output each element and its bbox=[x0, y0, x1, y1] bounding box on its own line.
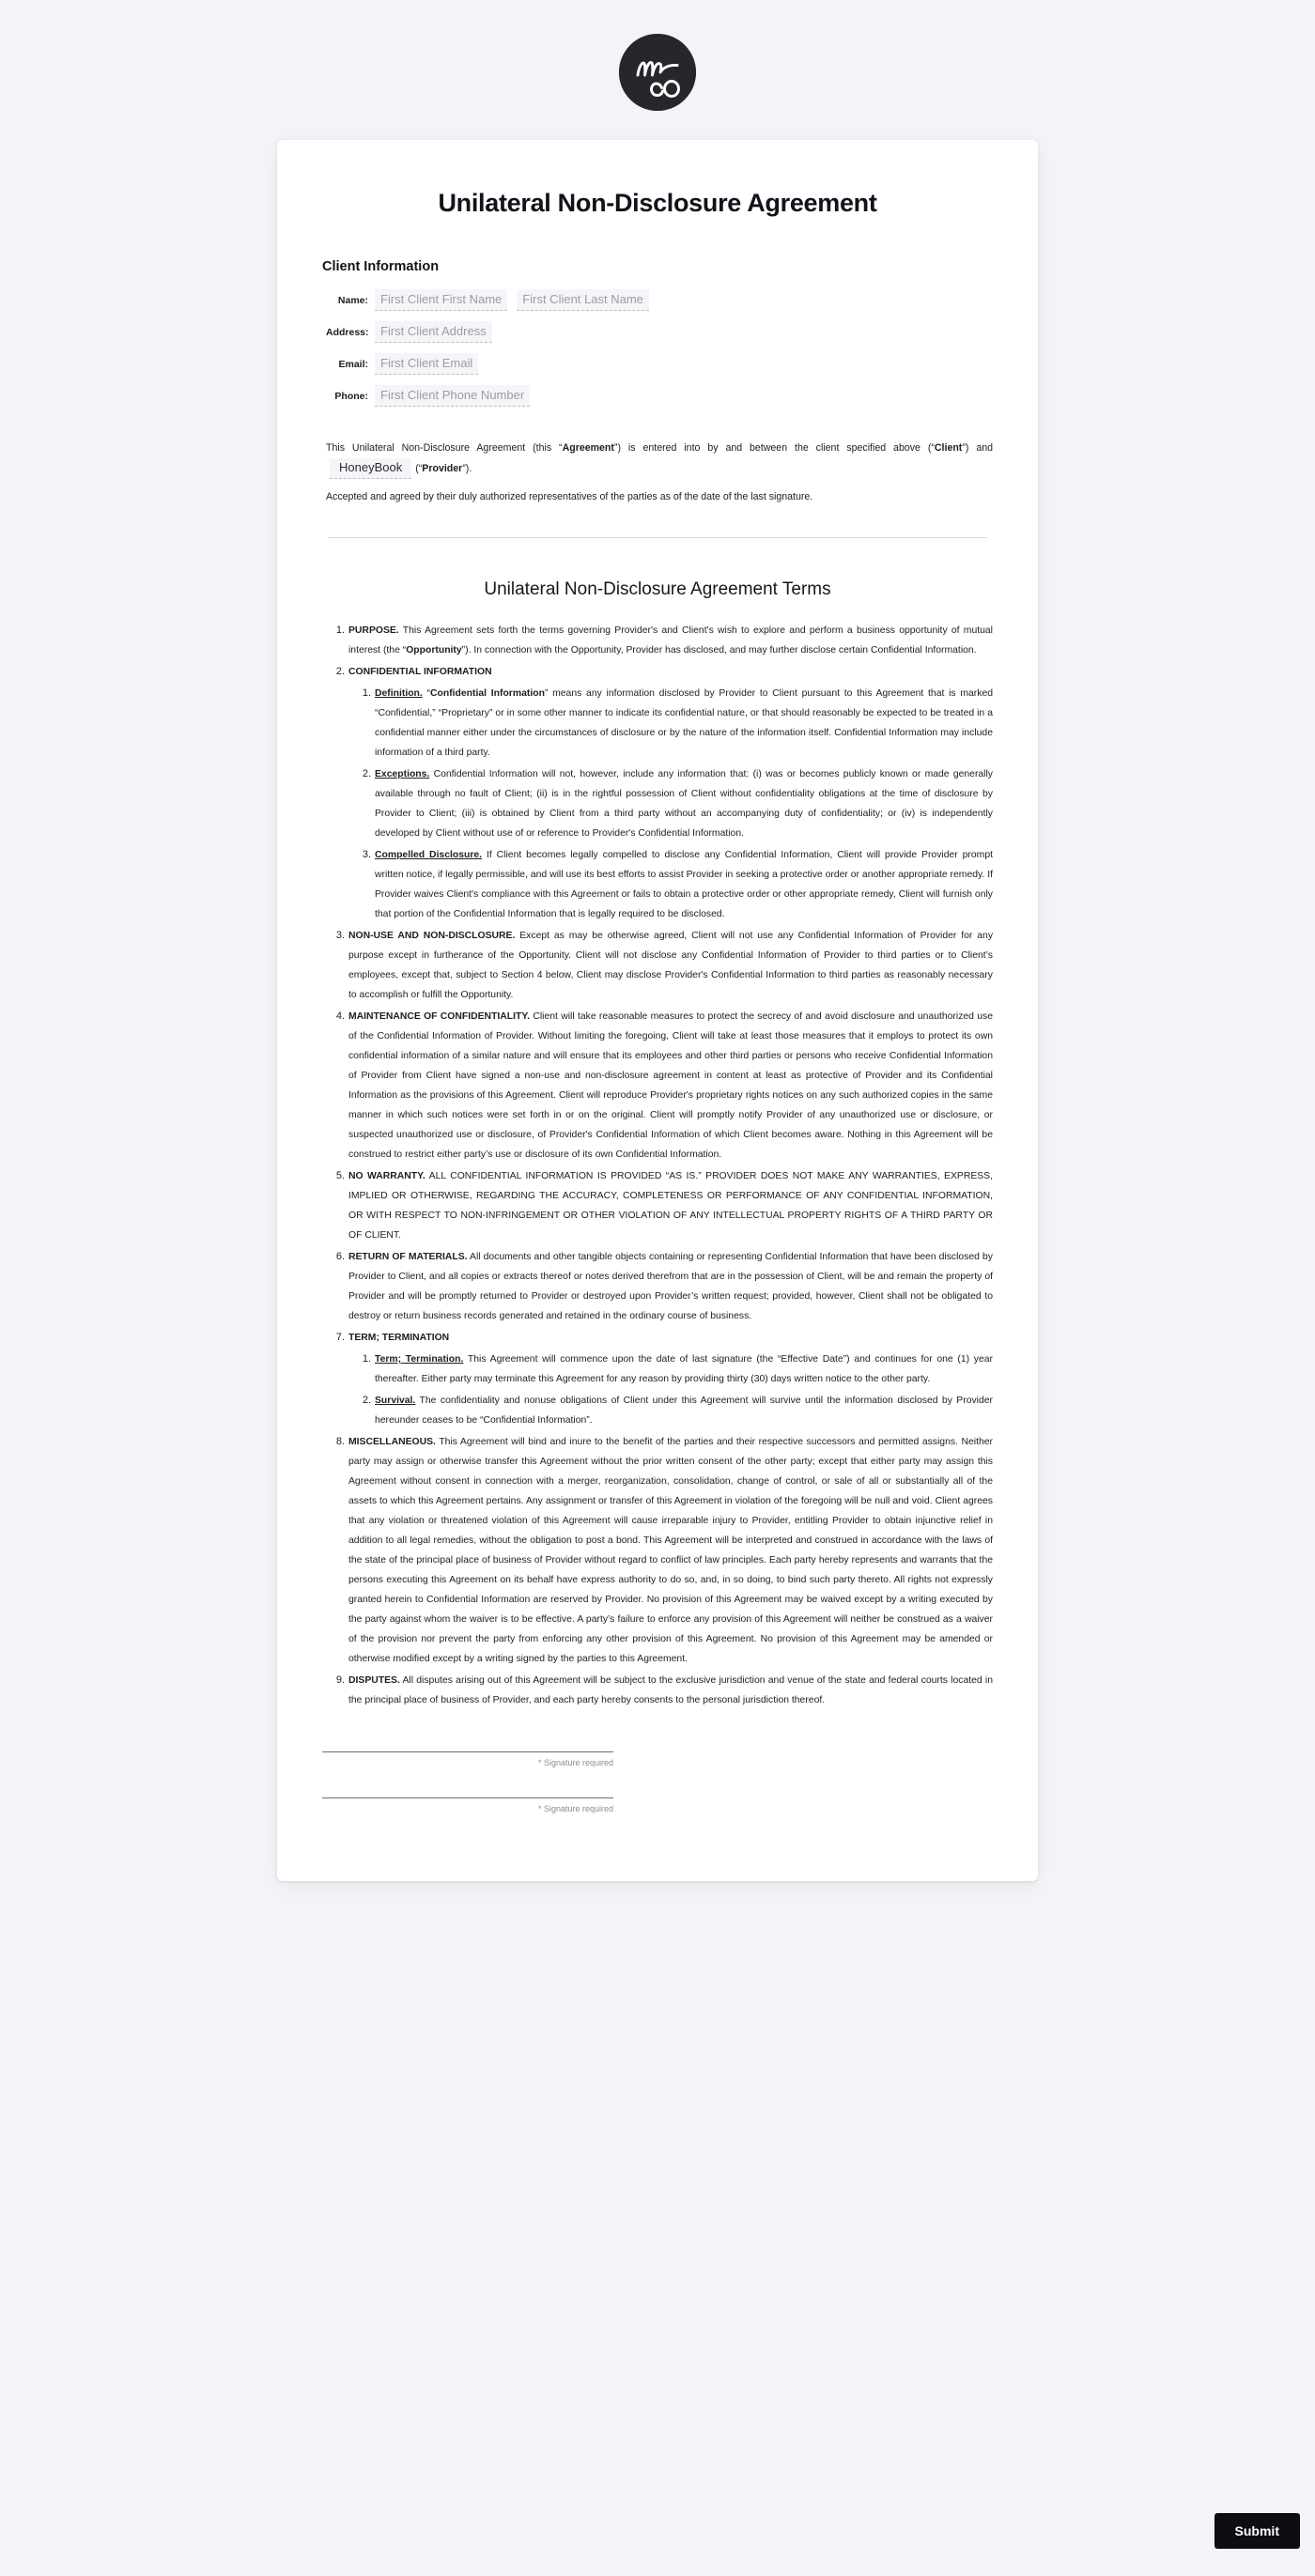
intro-text-2: ”) is entered into by and between the client specified above (“ bbox=[613, 442, 935, 454]
term-item-confidential-information bbox=[348, 662, 993, 924]
term-body-a: This Agreement will bind and inure to the benefit of the parties and their respective successors and permitted assigns. Neither party may assign or otherwise transfer this Agreement without the prior written consent of the other party; except that either party may assign this Agreement without consent in connection with a merger, reorganization, consolidation, change of control, or sale of all or substantially all of the assets to which this Agreement pertains. Any assignment or transfer of this Agreement in violation of the foregoing will be null and void. Client agrees that any violation or threatened violation of this Agreement will cause irreparable injury to Provider, entitling Provider to obtain injunctive relief in addition to all legal remedies, without the obligation to post a bond. This Agreement will be interpreted and construed in accordance with the laws of the state of the principal place of business of Provider without regard to conflict of law principles. Each party hereby represents and warrants that the persons executing this Agreement on its behalf have express authority to do so, and, in so doing, to bind such party thereto. All rights not expressly granted herein to Confidential Information are reserved by Provider. No provision of this Agreement may be waived except by a writing executed by the party against whom the waiver is to be effective. A party’s failure to enforce any provision of this Agreement will neither be construed as a waiver of the provision nor prevent the party from enforcing any other provision of this Agreement. No provision of this Agreement may be amended or otherwise modified except by a writing signed by the parties to this Agreement. bbox=[348, 1437, 993, 1664]
term-item-no-warranty bbox=[348, 1166, 993, 1245]
term-body-b: ”). In connection with the Opportunity, Provider has disclosed, and may further disclose certain Confidential Information. bbox=[461, 645, 977, 656]
term-head: MISCELLANEOUS. bbox=[348, 1437, 436, 1447]
document-card bbox=[277, 140, 1038, 1881]
term-head: NON-USE AND NON-DISCLOSURE. bbox=[348, 931, 516, 941]
subterm-body-b: ” means any information disclosed by Provider to Client pursuant to this Agreement that is marked “Confidential,” “Proprietary” or in some other manner to indicate its confidential nature, or that should reasonably be expected to be treated in a confidential manner either under the circumstances of disclosure or by the nature of the information itself. Confidential Information may include information of a third party. bbox=[375, 688, 993, 758]
intro-text-5: ”). bbox=[462, 463, 472, 474]
provider-name-input[interactable]: HoneyBook bbox=[330, 458, 411, 479]
last-name-input[interactable]: First Client Last Name bbox=[517, 289, 649, 311]
page-title: Unilateral Non-Disclosure Agreement bbox=[438, 189, 877, 217]
first-name-input[interactable]: First Client First Name bbox=[375, 289, 507, 311]
term-body-a: This Agreement sets forth the terms governing Provider's and Client's wish to explore and perform a business opportunity of mutual interest (the “ bbox=[348, 625, 993, 656]
intro-provider-term: Provider bbox=[422, 463, 463, 474]
term-head: CONFIDENTIAL INFORMATION bbox=[348, 667, 492, 677]
field-row-address bbox=[326, 321, 993, 343]
brand-header bbox=[0, 0, 1315, 111]
term-body-a: Client will take reasonable measures to protect the secrecy of and avoid disclosure and unauthorized use of the Confidential Information of Provider. Without limiting the foregoing, Client will take at least those measures that it employs to protect its own confidential information of a similar nature and will ensure that its employees and other third parties or persons who receive Confidential Information of Provider from Client have signed a non-use and non-disclosure agreement in content at least as protective of Provider and its Confidential Information as the provisions of this Agreement. Client will reproduce Provider's proprietary rights notices on any such authorized copies in the same manner in which such notices were set forth in or on the original. Client will promptly notify Provider of any unauthorized use or disclosure, or suspected unauthorized use or disclosure, of Provider's Confidential Information of which Client becomes aware. Nothing in this Agreement will be construed to restrict either party’s use or disclosure of its own Confidential Information. bbox=[348, 1011, 993, 1160]
subterm-emphasis: Confidential Information bbox=[430, 688, 545, 699]
signature-required-note: * Signature required bbox=[537, 1804, 613, 1813]
intro-text-1: This Unilateral Non-Disclosure Agreement (this “ bbox=[326, 442, 563, 454]
term-item-disputes bbox=[348, 1671, 993, 1710]
subterm-body-a: “ bbox=[422, 688, 430, 699]
intro-paragraphs bbox=[326, 439, 993, 507]
field-label-address: Address: bbox=[326, 327, 369, 338]
intro-text-4: (“ bbox=[415, 463, 423, 474]
term-subitem-survival bbox=[375, 1391, 993, 1430]
logo-monogram-icon bbox=[619, 34, 696, 111]
intro-text-3: ”) and bbox=[962, 442, 993, 454]
term-body-a: ALL CONFIDENTIAL INFORMATION IS PROVIDED “AS IS.” PROVIDER DOES NOT MAKE ANY WARRANTIES, EXPRESS, IMPLIED OR OTHERWISE, REGARDING THE ACCURACY, COMPLETENESS OR PERFORMANCE OF ANY CONFIDENTIAL INFORMATION, OR WITH RESPECT TO NON-INFRINGEMENT OR OTHER VIOLATION OF ANY INTELLECTUAL PROPERTY RIGHTS OF A THIRD PARTY OR OF CLIENT. bbox=[348, 1171, 993, 1241]
term-head: PURPOSE. bbox=[348, 625, 399, 636]
email-input[interactable]: First Client Email bbox=[375, 353, 478, 375]
intro-agreement-term: Agreement bbox=[562, 442, 614, 454]
term-item-non-use-and-non-disclosure bbox=[348, 926, 993, 1005]
subterm-head: Term; Termination. bbox=[375, 1354, 464, 1365]
term-body-a: All disputes arising out of this Agreement will be subject to the exclusive jurisdiction and venue of the state and federal courts located in the principal place of business of Provider, and each party hereby consents to the personal jurisdiction thereof. bbox=[348, 1675, 993, 1705]
term-item-purpose bbox=[348, 621, 993, 660]
client-information-fields bbox=[326, 289, 993, 407]
subterm-head: Compelled Disclosure. bbox=[375, 850, 483, 860]
intro-agreement-paragraph bbox=[326, 439, 993, 479]
client-information-heading: Client Information bbox=[322, 259, 440, 274]
term-subitem-definition bbox=[375, 684, 993, 763]
signature-block bbox=[322, 1751, 993, 1813]
term-body-a: All documents and other tangible objects containing or representing Confidential Information that have been disclosed by Provider to Client, and all copies or extracts thereof or notes derived therefrom that are in the possession of Client, will be and remain the property of Provider and will be promptly returned to Provider or destroyed upon Provider’s written request; provided, however, Client shall not be obligated to destroy or return business records generated and retained in the ordinary course of business. bbox=[348, 1252, 993, 1321]
term-subitem-compelled-disclosure bbox=[375, 845, 993, 924]
field-label-phone: Phone: bbox=[334, 391, 368, 402]
subterm-body-a: The confidentiality and nonuse obligations of Client under this Agreement will survive until the information disclosed by Provider hereunder ceases to be “Confidential Information”. bbox=[375, 1396, 993, 1426]
term-head: DISPUTES. bbox=[348, 1675, 400, 1686]
section-divider bbox=[328, 537, 987, 538]
terms-list bbox=[322, 621, 993, 1710]
signature-item-client[interactable] bbox=[322, 1751, 993, 1767]
term-item-maintenance-of-confidentiality bbox=[348, 1007, 993, 1165]
term-emphasis: Opportunity bbox=[406, 645, 462, 656]
signature-required-note: * Signature required bbox=[537, 1758, 613, 1767]
signature-item-provider[interactable] bbox=[322, 1797, 993, 1813]
field-row-phone bbox=[326, 385, 993, 407]
subterm-head: Survival. bbox=[375, 1396, 416, 1406]
terms-title: Unilateral Non-Disclosure Agreement Terms bbox=[484, 579, 831, 599]
term-subitem-exceptions bbox=[375, 764, 993, 843]
address-input[interactable]: First Client Address bbox=[375, 321, 492, 343]
term-head: TERM; TERMINATION bbox=[348, 1333, 450, 1343]
term-item-return-of-materials bbox=[348, 1247, 993, 1326]
field-row-email bbox=[326, 353, 993, 375]
field-row-name bbox=[326, 289, 993, 311]
company-logo bbox=[619, 34, 696, 111]
subterm-body-a: Confidential Information will not, however, include any information that: (i) was or becomes publicly known or made generally available through no fault of Client; (ii) is in the rightful possession of Client without confidentiality obligations at the time of disclosure by Provider to Client; (iii) is obtained by Client from a third party without an accompanying duty of confidentiality; or (iv) is independently developed by Client without use of or reference to Provider's Confidential Information. bbox=[375, 769, 993, 839]
term-head: NO WARRANTY. bbox=[348, 1171, 425, 1181]
term-head: RETURN OF MATERIALS. bbox=[348, 1252, 468, 1262]
subterm-body-a: If Client becomes legally compelled to disclose any Confidential Information, Client will provide Provider prompt written notice, if legally permissible, and will use its best efforts to assist Provider in seeking a protective order or another appropriate remedy. If Provider waives Client's compliance with this Agreement or fails to obtain a protective order or other appropriate remedy, Client will furnish only that portion of the Confidential Information that is legally required to be disclosed. bbox=[375, 850, 993, 919]
submit-bar bbox=[0, 2486, 1315, 2576]
subterm-head: Definition. bbox=[375, 688, 423, 699]
term-body-a: Except as may be otherwise agreed, Client will not use any Confidential Information of Provider for any purpose except in furtherance of the Opportunity. Client will not disclose any Confidential Information of Provider to third parties or to Client’s employees, except that, subject to Section 4 below, Client may disclose Provider's Confidential Information to third parties as reasonably necessary to accomplish or fulfill the Opportunity. bbox=[348, 931, 994, 1000]
term-subitem-term-termination bbox=[375, 1350, 993, 1389]
term-sublist-term-termination bbox=[348, 1350, 993, 1430]
subterm-head: Exceptions. bbox=[375, 769, 430, 779]
term-head: MAINTENANCE OF CONFIDENTIALITY. bbox=[348, 1011, 531, 1022]
intro-client-term: Client bbox=[934, 442, 963, 454]
term-sublist-confidential-information bbox=[348, 684, 993, 924]
subterm-body-a: This Agreement will commence upon the date of last signature (the “Effective Date”) and continues for one (1) year thereafter. Either party may terminate this Agreement for any reason by providing thirty (30) days written notice to the other party. bbox=[375, 1354, 993, 1384]
term-item-term-termination bbox=[348, 1328, 993, 1430]
term-item-miscellaneous bbox=[348, 1432, 993, 1669]
field-label-email: Email: bbox=[338, 359, 368, 370]
submit-button[interactable]: Submit bbox=[1214, 2513, 1300, 2549]
field-label-name: Name: bbox=[337, 295, 368, 306]
intro-accepted-paragraph: Accepted and agreed by their duly authorized representatives of the parties as of the date of the last signature. bbox=[326, 491, 813, 502]
phone-input[interactable]: First Client Phone Number bbox=[375, 385, 530, 407]
